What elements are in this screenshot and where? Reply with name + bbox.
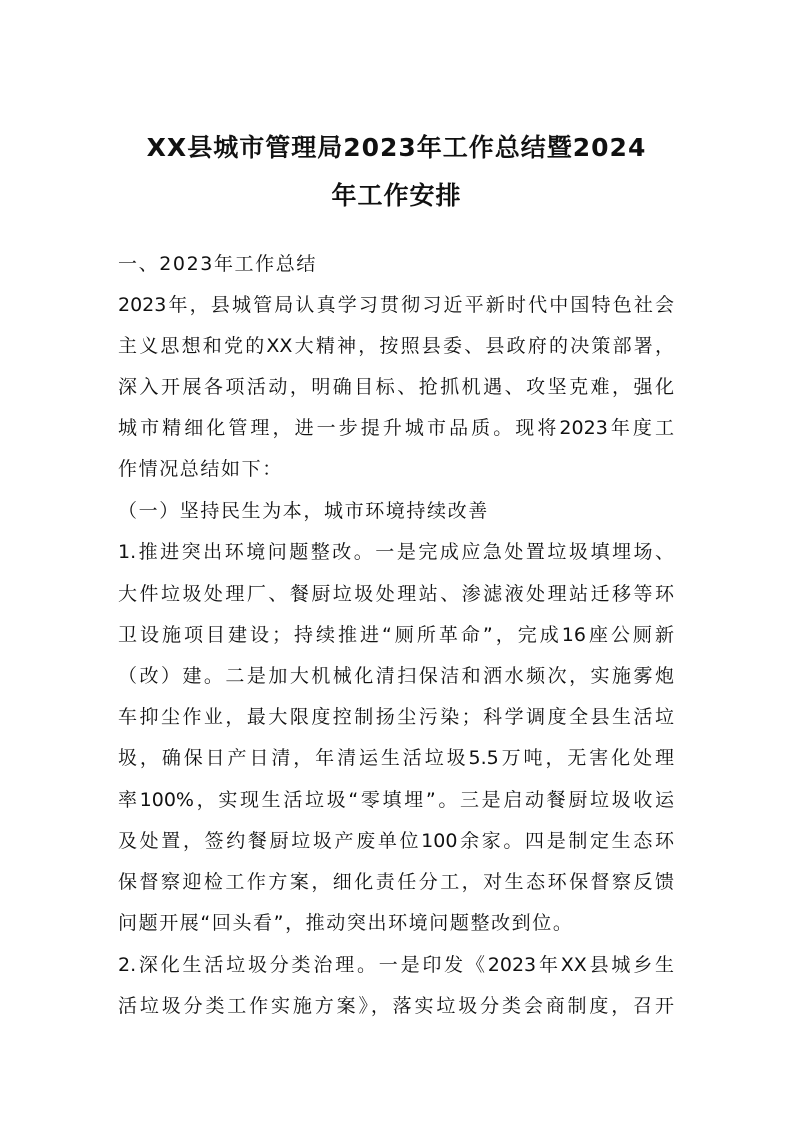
body-line: 率100%，实现生活垃圾“零填埋”。三是启动餐厨垃圾收运: [118, 789, 674, 811]
document-title-line-1: XX县城市管理局2023年工作总结暨2024: [146, 133, 647, 162]
body-line: （改）建。二是加大机械化清扫保洁和洒水频次，实施雾炮: [118, 665, 674, 687]
body-line: 圾，确保日产日清，年清运生活垃圾5.5万吨，无害化处理: [118, 747, 674, 769]
body-line: 及处置，签约餐厨垃圾产废单位100余家。四是制定生态环: [118, 830, 674, 852]
body-line: 城市精细化管理，进一步提升城市品质。现将2023年度工: [118, 417, 674, 439]
body-line: 卫设施项目建设；持续推进“厕所革命”，完成16座公厕新: [118, 624, 674, 646]
body-line: 大件垃圾处理厂、餐厨垃圾处理站、渗滤液处理站迁移等环: [118, 583, 674, 605]
body-line: 1.推进突出环境问题整改。一是完成应急处置垃圾填埋场、: [118, 541, 674, 563]
body-line: 2023年，县城管局认真学习贯彻习近平新时代中国特色社会: [118, 294, 674, 316]
document-title-line-2: 年工作安排: [331, 181, 462, 210]
body-line: 车抑尘作业，最大限度控制扬尘污染；科学调度全县生活垃: [118, 706, 674, 728]
body-line: 深入开展各项活动，明确目标、抢抓机遇、攻坚克难，强化: [118, 376, 674, 398]
body-line: 活垃圾分类工作实施方案》，落实垃圾分类会商制度，召开: [118, 995, 674, 1017]
body-line: 问题开展“回头看”，推动突出环境问题整改到位。: [118, 912, 574, 934]
body-line: 保督察迎检工作方案，细化责任分工，对生态环保督察反馈: [118, 871, 674, 893]
body-line: 2.深化生活垃圾分类治理。一是印发《2023年XX县城乡生: [118, 954, 674, 976]
subsection-heading: （一）坚持民生为本，城市环境持续改善: [118, 500, 489, 522]
body-line: 主义思想和党的XX大精神，按照县委、县政府的决策部署，: [118, 335, 674, 357]
body-line: 作情况总结如下：: [118, 458, 283, 480]
section-heading: 一、2023年工作总结: [118, 253, 317, 275]
